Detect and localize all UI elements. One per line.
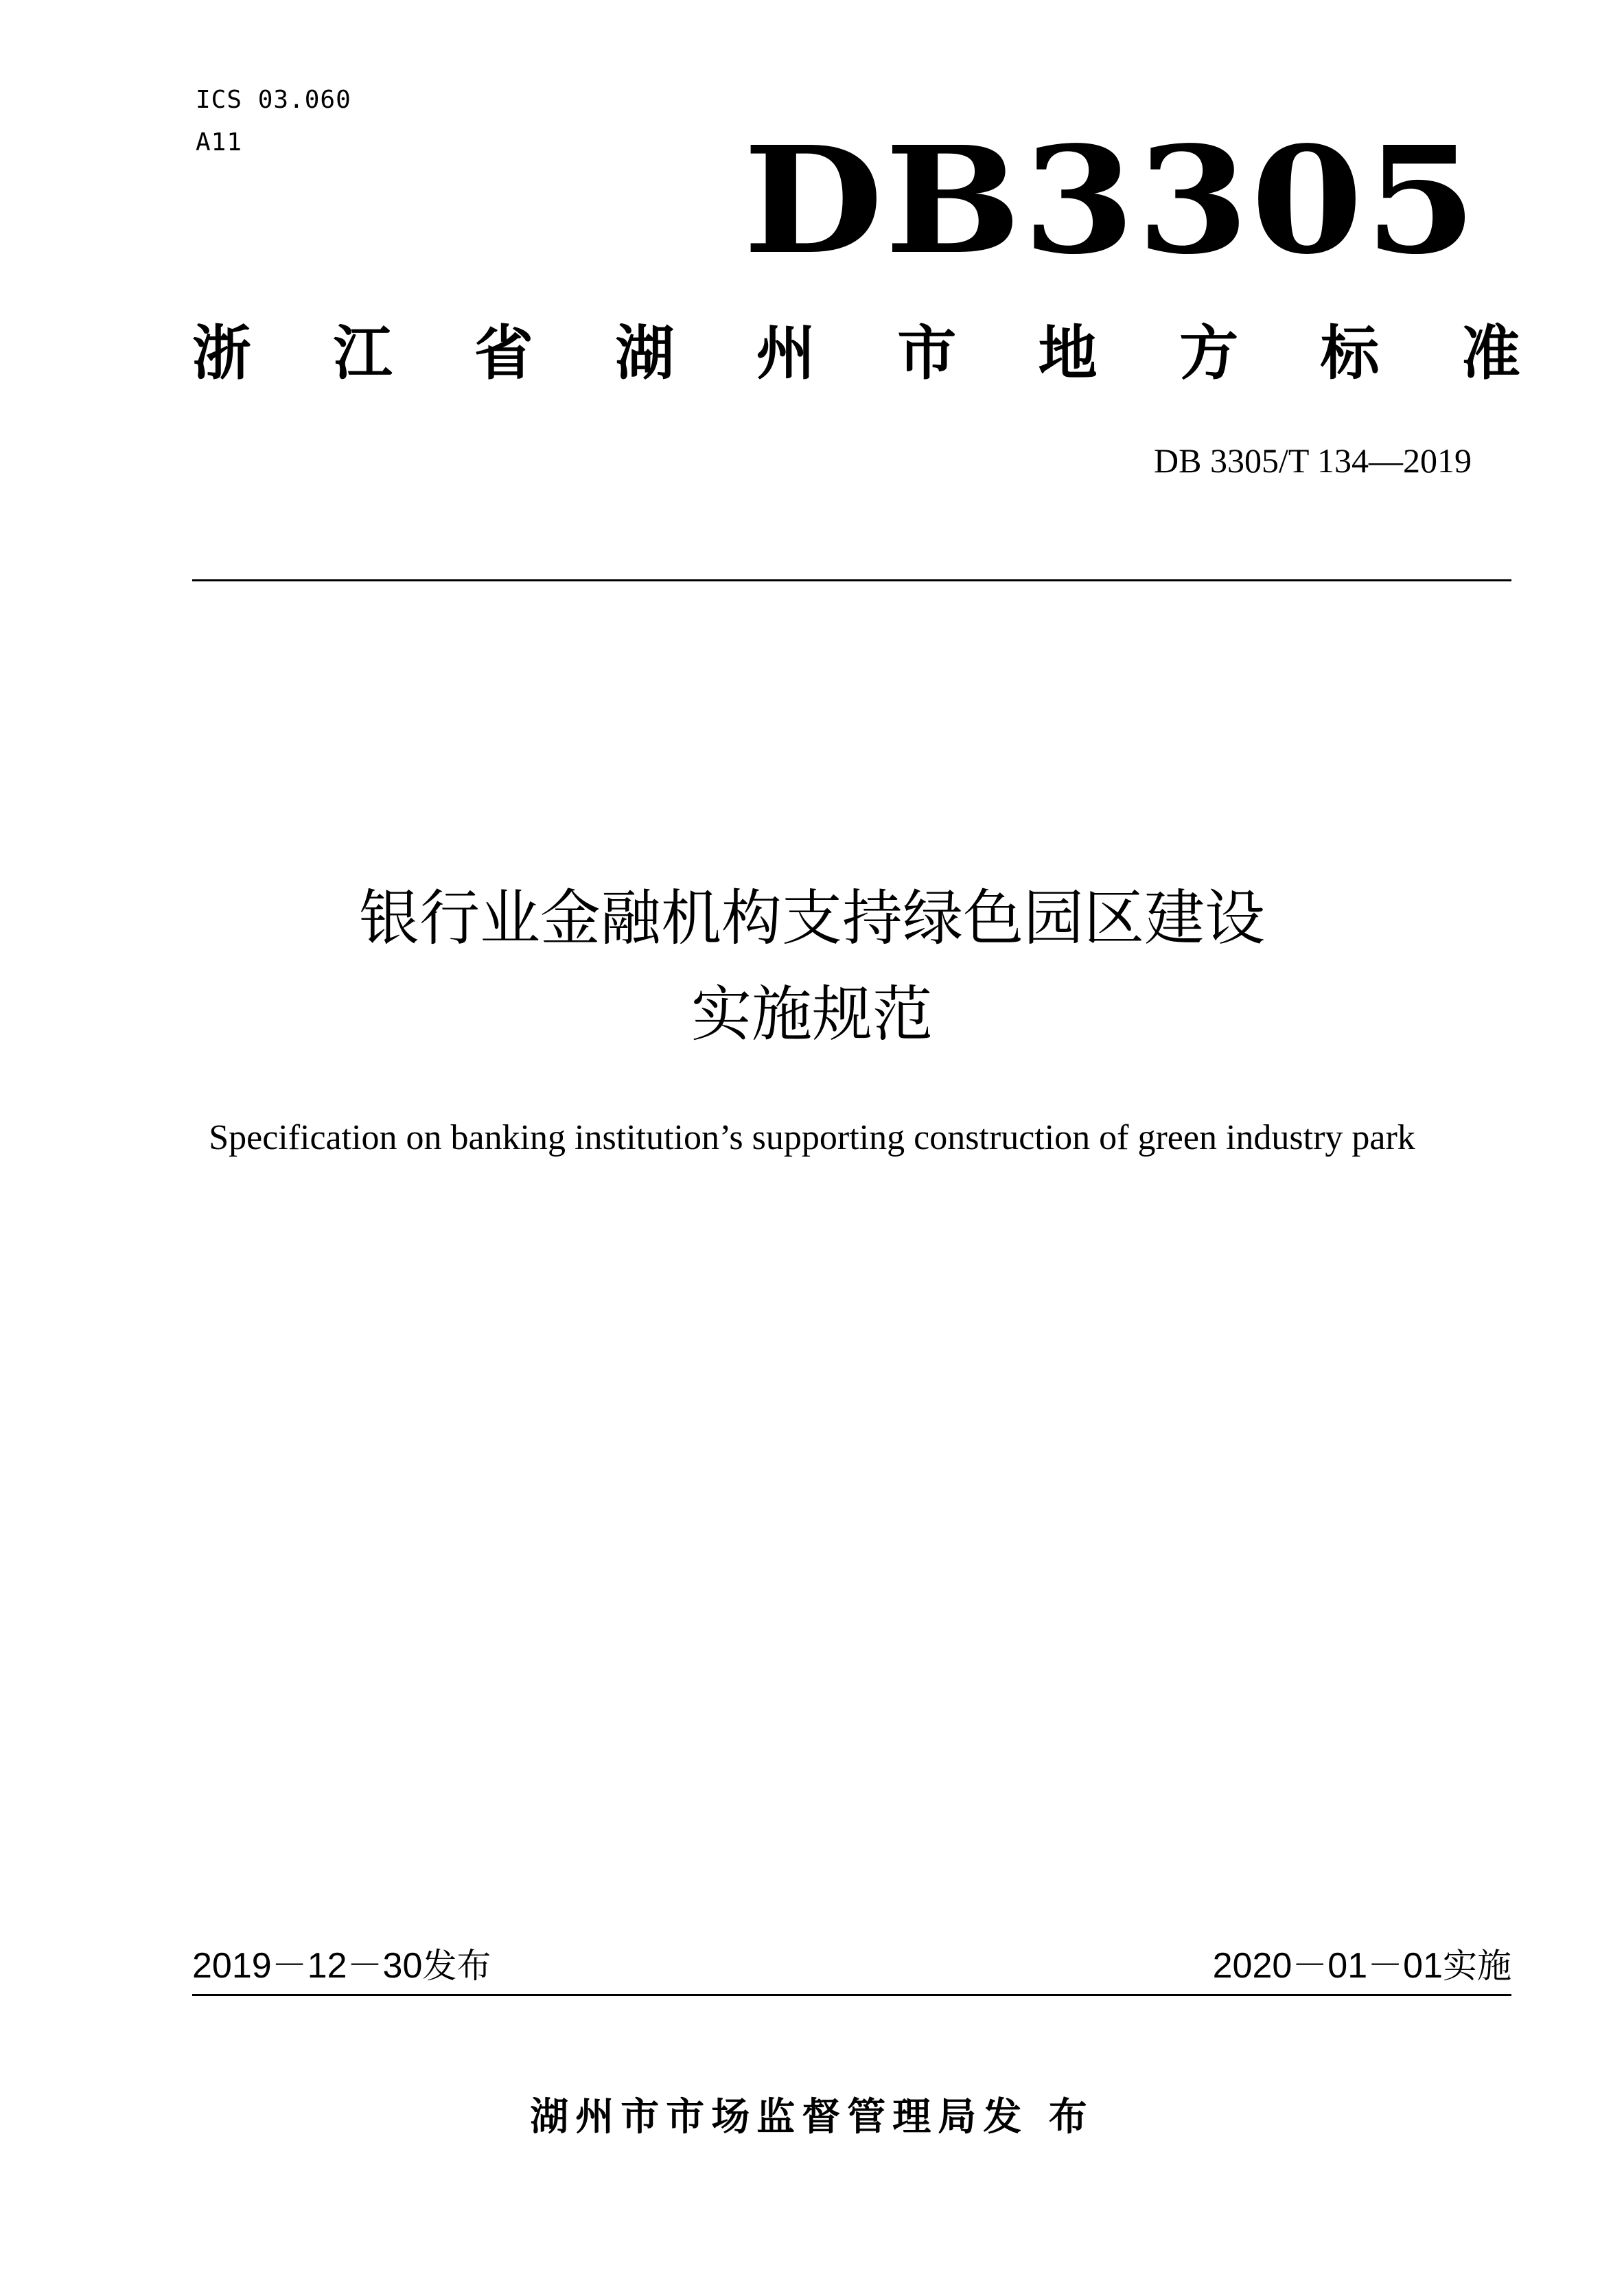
- standard-type-heading: [192, 312, 1520, 395]
- standard-type-char: 准: [1461, 319, 1520, 388]
- standard-type-char: 标: [1320, 319, 1380, 388]
- implement-date: 2020－01－01: [1212, 1946, 1443, 1986]
- standard-type-char: 地: [1038, 319, 1098, 388]
- standard-type-char: 江: [333, 319, 393, 388]
- document-title-en: Specification on banking institution’s supporting construction of green industry park: [209, 1118, 1415, 1157]
- standard-type-char: 湖: [615, 319, 675, 388]
- footer-divider: [192, 1994, 1511, 1996]
- document-title-cn: [0, 870, 1624, 1063]
- classification-code: A11: [196, 128, 243, 156]
- date-row: [192, 1938, 1511, 1993]
- implement-date-group: [1213, 1938, 1511, 1993]
- standard-number: DB 3305/T 134—2019: [1154, 441, 1472, 480]
- issue-date-group: [192, 1938, 491, 1993]
- standard-type-char: 市: [897, 319, 957, 388]
- issue-label: 发布: [422, 1946, 491, 1986]
- title-cn-line-1: 银行业金融机构支持绿色园区建设: [358, 883, 1265, 953]
- standard-logo: DB3305: [743, 115, 1478, 287]
- standard-type-char: 浙: [192, 319, 251, 388]
- standard-type-char: 方: [1179, 319, 1239, 388]
- title-cn-line-2: 实施规范: [691, 979, 933, 1050]
- implement-label: 实施: [1443, 1946, 1511, 1986]
- publisher: 湖州市市场监督管理局发 布: [530, 2095, 1094, 2140]
- issue-date: 2019－12－30: [192, 1946, 423, 1986]
- ics-code: ICS 03.060: [196, 86, 351, 114]
- standard-type-char: 州: [756, 319, 815, 388]
- standard-type-char: 省: [474, 319, 533, 388]
- header-divider: [192, 579, 1511, 581]
